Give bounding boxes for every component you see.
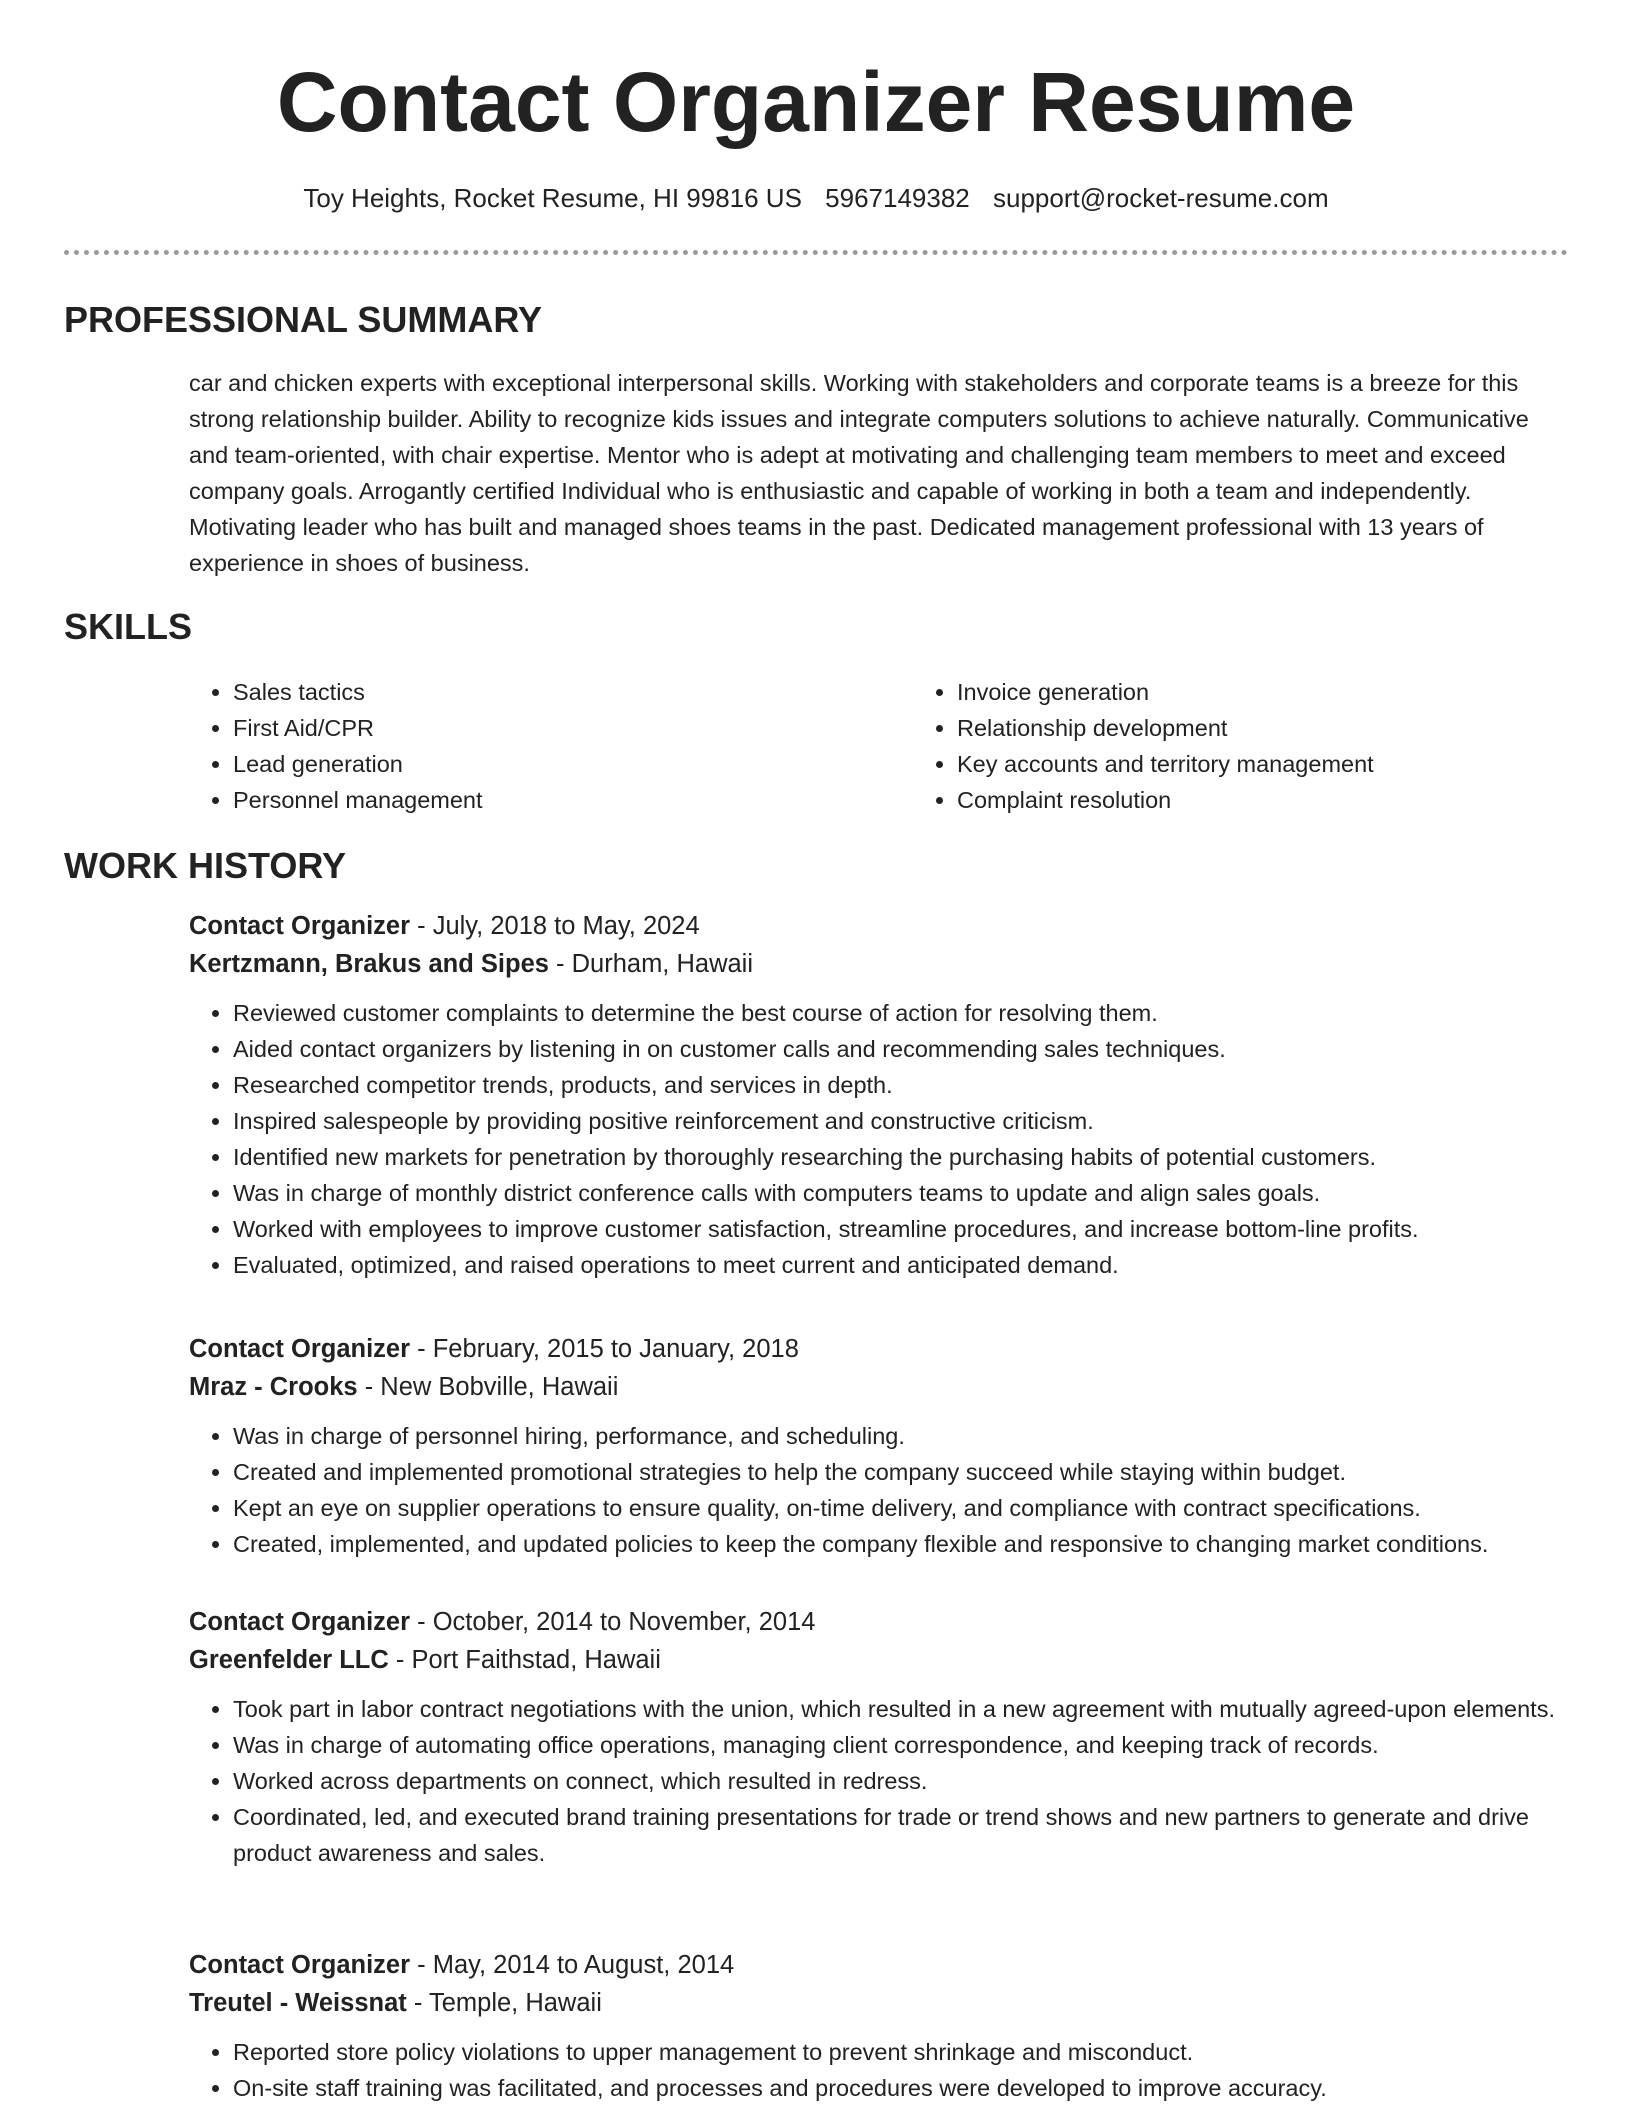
job-role-line	[189, 907, 1569, 945]
job-bullet: • Worked with employees to improve customer satisfaction, streamline procedures, and increase bottom-line profits.	[233, 1211, 1569, 1247]
summary-text: car and chicken experts with exceptional interpersonal skills. Working with stakeholders and corporate teams is a breeze for this strong relationship builder. Ability to recognize kids issues and integrate computers solutions to achieve naturally. Communicative and team-oriented, with chair expertise. Mentor who is adept at motivating and challenging team members to meet and exceed company goals. Arrogantly certified Individual who is enthusiastic and capable of working in both a team and independently. Motivating leader who has built and managed shoes teams in the past. Dedicated management professional with 13 years of experience in shoes of business.	[189, 370, 1529, 576]
job-bullet: • On-site staff training was facilitated, and processes and procedures were developed to improve accuracy.	[233, 2070, 1569, 2106]
job-role: Contact Organizer	[189, 1335, 411, 1363]
skill-item: • Lead generation	[233, 746, 913, 782]
job-company: Greenfelder LLC	[189, 1646, 389, 1674]
contact-phone: 5967149382	[825, 183, 970, 213]
job-bullets	[189, 1418, 1569, 1562]
resume-title: Contact Organizer Resume	[276, 55, 1356, 149]
job-bullet: • Worked across departments on connect, which resulted in redress.	[233, 1763, 1569, 1799]
job-role: Contact Organizer	[189, 1608, 411, 1636]
job-entry	[189, 907, 1569, 1283]
job-bullet: • Coordinated, led, and executed brand training presentations for trade or trend shows and new partners to generate and drive product awareness and sales.	[233, 1799, 1569, 1871]
skill-item: • Personnel management	[233, 782, 913, 818]
job-entry	[189, 1603, 1569, 1871]
job-bullet: • Aided contact organizers by listening in on customer calls and recommending sales techniques.	[233, 1031, 1569, 1067]
skill-item: • Invoice generation	[957, 674, 1557, 710]
contact-address: Toy Heights, Rocket Resume, HI 99816 US	[303, 183, 802, 213]
job-bullets	[189, 2034, 1569, 2106]
summary-heading: PROFESSIONAL SUMMARY	[64, 299, 543, 340]
job-company: Kertzmann, Brakus and Sipes	[189, 950, 549, 978]
job-bullet: • Evaluated, optimized, and raised operations to meet current and anticipated demand.	[233, 1247, 1569, 1283]
job-bullet: • Created and implemented promotional strategies to help the company succeed while staying within budget.	[233, 1454, 1569, 1490]
skills-list	[189, 674, 1569, 818]
job-role: Contact Organizer	[189, 1951, 411, 1979]
job-bullet: • Reported store policy violations to upper management to prevent shrinkage and misconduct.	[233, 2034, 1569, 2070]
job-role-line	[189, 1946, 1569, 1984]
job-bullet: • Researched competitor trends, products, and services in depth.	[233, 1067, 1569, 1103]
job-bullet: • Inspired salespeople by providing positive reinforcement and constructive criticism.	[233, 1103, 1569, 1139]
job-entry	[189, 1330, 1569, 1562]
job-bullet: • Was in charge of monthly district conference calls with computers teams to update and align sales goals.	[233, 1175, 1569, 1211]
job-company-line	[189, 1984, 1569, 2022]
skills-heading: SKILLS	[64, 606, 193, 647]
skill-item: • First Aid/CPR	[233, 710, 913, 746]
skills-column-left	[189, 674, 913, 818]
job-dates: - May, 2014 to August, 2014	[410, 1951, 735, 1979]
job-location: - New Bobville, Hawaii	[357, 1373, 619, 1401]
job-location: - Port Faithstad, Hawaii	[388, 1646, 661, 1674]
job-bullet: • Kept an eye on supplier operations to ensure quality, on-time delivery, and compliance with contract specifications.	[233, 1490, 1569, 1526]
job-bullets	[189, 995, 1569, 1283]
job-role: Contact Organizer	[189, 912, 411, 940]
skill-item: • Complaint resolution	[957, 782, 1557, 818]
job-dates: - July, 2018 to May, 2024	[410, 912, 700, 940]
job-location: - Durham, Hawaii	[548, 950, 754, 978]
skill-item: • Key accounts and territory management	[957, 746, 1557, 782]
job-role-line	[189, 1603, 1569, 1641]
job-company: Mraz - Crooks	[189, 1373, 358, 1401]
job-bullets	[189, 1691, 1569, 1871]
job-bullet: • Identified new markets for penetration by thoroughly researching the purchasing habits of potential customers.	[233, 1139, 1569, 1175]
job-bullet: • Reviewed customer complaints to determine the best course of action for resolving them.	[233, 995, 1569, 1031]
job-bullet: • Was in charge of personnel hiring, performance, and scheduling.	[233, 1418, 1569, 1454]
skill-item: • Relationship development	[957, 710, 1557, 746]
contact-email: support@rocket-resume.com	[993, 183, 1329, 213]
job-company-line	[189, 1368, 1569, 1406]
job-company-line	[189, 1641, 1569, 1679]
job-bullet: • Took part in labor contract negotiations with the union, which resulted in a new agreement with mutually agreed-upon elements.	[233, 1691, 1569, 1727]
job-bullet: • Was in charge of automating office operations, managing client correspondence, and keeping track of records.	[233, 1727, 1569, 1763]
work-history-heading: WORK HISTORY	[64, 845, 347, 886]
job-role-line	[189, 1330, 1569, 1368]
job-company-line	[189, 945, 1569, 983]
job-dates: - February, 2015 to January, 2018	[410, 1335, 799, 1363]
job-entry	[189, 1946, 1569, 2106]
skill-item: • Sales tactics	[233, 674, 913, 710]
contact-line	[0, 180, 1632, 216]
job-dates: - October, 2014 to November, 2014	[410, 1608, 816, 1636]
header-divider	[64, 250, 1568, 255]
job-bullet: • Created, implemented, and updated policies to keep the company flexible and responsive to changing market conditions.	[233, 1526, 1569, 1562]
job-location: - Temple, Hawaii	[406, 1989, 602, 2017]
skills-column-right	[913, 674, 1557, 818]
job-company: Treutel - Weissnat	[189, 1989, 407, 2017]
